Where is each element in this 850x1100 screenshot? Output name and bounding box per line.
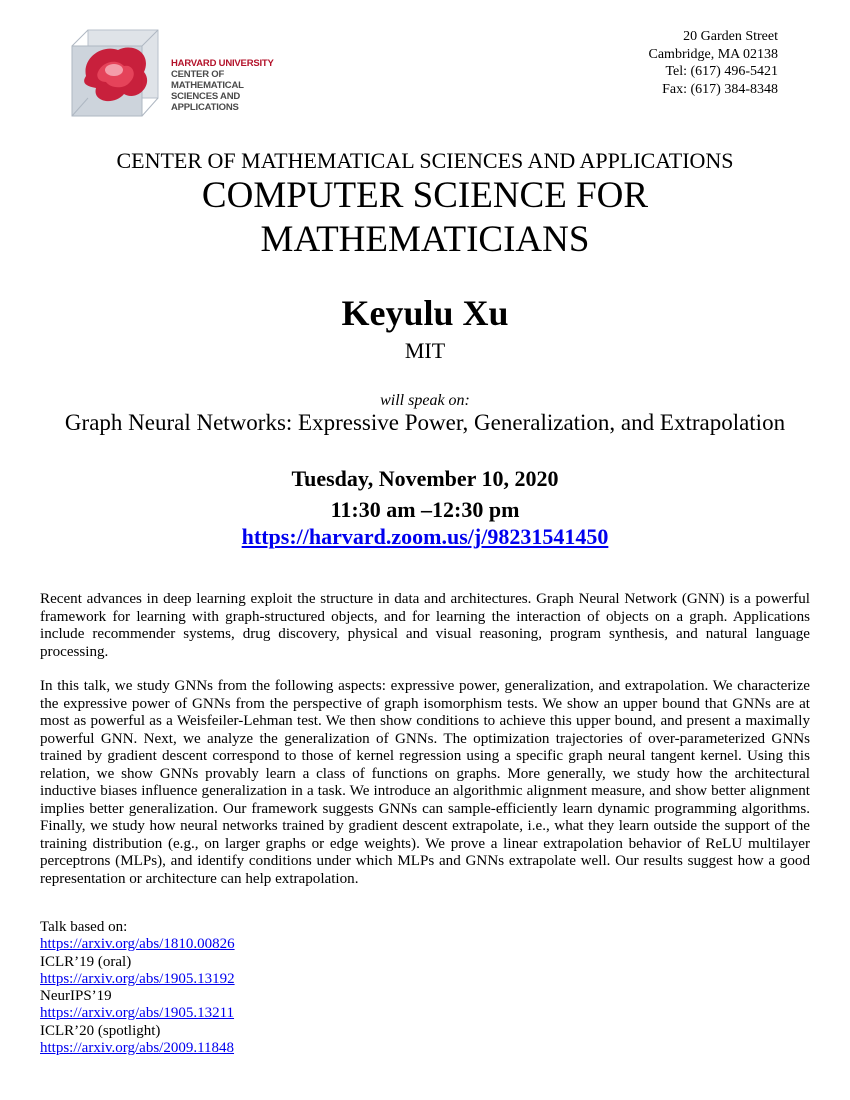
address-street: 20 Garden Street — [683, 29, 778, 44]
address-city: Cambridge, MA 02138 — [648, 46, 778, 62]
talk-title: Graph Neural Networks: Expressive Power, Generalization, and Extrapolation — [64, 410, 786, 435]
address-fax: Fax: (617) 384-8348 — [662, 81, 778, 97]
zoom-link-line — [0, 524, 850, 550]
series-title-line2: MATHEMATICIANS — [260, 219, 590, 260]
reference-venue-2: NeurIPS’19 — [40, 988, 112, 1005]
reference-link-2[interactable]: https://arxiv.org/abs/1905.13192 — [40, 970, 235, 987]
speaker-affiliation: MIT — [404, 338, 446, 363]
zoom-link[interactable]: https://harvard.zoom.us/j/98231541450 — [241, 524, 609, 549]
logo-center-line1: CENTER OF MATHEMATICAL — [171, 69, 244, 91]
talk-date: Tuesday, November 10, 2020 — [291, 466, 559, 491]
reference-link-4[interactable]: https://arxiv.org/abs/2009.11848 — [40, 1040, 235, 1057]
series-title-line1: COMPUTER SCIENCE FOR — [201, 175, 649, 216]
org-heading: CENTER OF MATHEMATICAL SCIENCES AND APPLICATIONS — [116, 148, 734, 173]
reference-venue-3: ICLR’20 (spotlight) — [40, 1022, 161, 1039]
reference-link-1[interactable]: https://arxiv.org/abs/1810.00826 — [40, 936, 235, 953]
speaker-name: Keyulu Xu — [341, 293, 509, 333]
address-block — [649, 28, 779, 98]
will-speak-on: will speak on: — [380, 392, 470, 409]
abstract-paragraph-2: In this talk, we study GNNs from the following aspects: expressive power, generalization, and extrapolation. We characterize the expressive power of GNNs from the perspective of graph isomorphism tests. We show an upper bound that GNNs are at most as powerful as a Weisfeiler-Lehman test. We then show conditions to achieve this upper bound, and present a maximally powerful GNN. Next, we analyze the generalization of GNNs. The optimization trajectories of over-parameterized GNNs trained by gradient descent correspond to those of kernel regression using a specific graph neural tangent kernel. Using this relation, we show GNNs provably learn a class of functions on graphs. More generally, we study how the architectural inductive biases influence generalization in a task. We introduce an algorithmic alignment measure, and show better alignment implies better generalization. Our framework suggests GNNs can sample-efficiently learn dynamic programming algorithms. Finally, we study how neural networks trained by gradient descent extrapolate, i.e., what they learn outside the support of the training distribution (e.g., on larger graphs or edge weights). We prove a linear extrapolation behavior of ReLU multilayer perceptrons (MLPs), and identify conditions under which MLPs and GNNs extrapolate well. Our results suggest how a good representation or architecture can help extrapolation. — [40, 678, 810, 887]
address-tel: Tel: (617) 496-5421 — [665, 64, 778, 79]
cmsa-logo — [68, 24, 290, 122]
logo-university: HARVARD UNIVERSITY — [171, 58, 274, 69]
reference-link-3[interactable]: https://arxiv.org/abs/1905.13211 — [40, 1005, 235, 1022]
reference-venue-1: ICLR’19 (oral) — [40, 953, 132, 970]
cube-logo-icon — [68, 24, 164, 122]
references — [40, 919, 235, 1057]
abstract-paragraph-1: Recent advances in deep learning exploit the structure in data and architectures. Graph Neural Network (GNN) is a powerful framework for learning with graph-structured objects, and for learning the interaction of objects on a graph. Applications include recommender systems, drug discovery, physical and visual reasoning, program synthesis, and natural language processing. — [40, 591, 810, 660]
talk-time: 11:30 am –12:30 pm — [330, 497, 520, 522]
logo-center-line2: SCIENCES AND APPLICATIONS — [171, 91, 241, 113]
references-heading: Talk based on: — [40, 919, 128, 935]
series-title — [0, 174, 850, 262]
